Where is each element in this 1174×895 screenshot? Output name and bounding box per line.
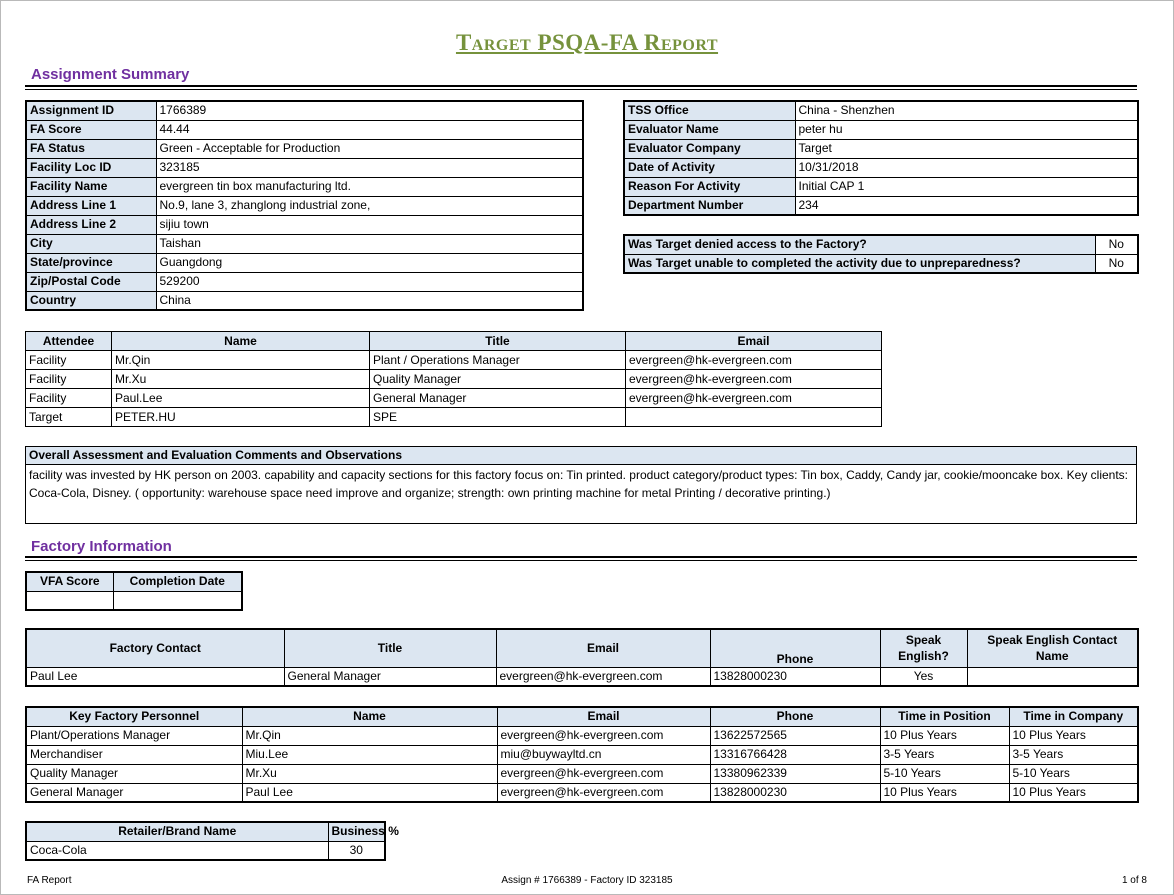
field-label: Country (26, 291, 156, 310)
question-label: Was Target unable to completed the activity due to unpreparedness? (624, 254, 1095, 273)
table-cell: Paul Lee (26, 667, 284, 686)
comments-text: facility was invested by HK person on 2003. capability and capacity sections for this factory focus on: Tin printed. product category/product types: Tin box, Caddy, Candy jar, cookie/mooncake box. Key clients: Coca-Cola, Disney. ( opportunity: warehouse space need improve and organize; strength: own printing machine for metal Printing / decorative printing.) (29, 468, 1129, 500)
field-value: Guangdong (156, 253, 583, 272)
footer-left: FA Report (27, 875, 72, 886)
table-cell: Paul Lee (242, 783, 497, 802)
table-cell: Plant / Operations Manager (370, 351, 626, 370)
table-cell: 5-10 Years (1009, 764, 1138, 783)
summary-row (26, 234, 583, 253)
field-value: 44.44 (156, 120, 583, 139)
field-value: Green - Acceptable for Production (156, 139, 583, 158)
table-cell: Plant/Operations Manager (26, 726, 242, 745)
table-cell: 10 Plus Years (1009, 726, 1138, 745)
summary-row (26, 120, 583, 139)
field-value: 529200 (156, 272, 583, 291)
table-cell: General Manager (26, 783, 242, 802)
comments-heading: Overall Assessment and Evaluation Comments and Observations (26, 447, 1136, 465)
table-cell: 30 (328, 841, 385, 860)
access-question-row (624, 254, 1138, 273)
table-cell: 10 Plus Years (880, 726, 1009, 745)
column-header: Email (496, 629, 710, 667)
column-header: Email (497, 707, 710, 726)
table-cell (113, 591, 242, 610)
table-cell (967, 667, 1138, 686)
table-cell: miu@buywayltd.cn (497, 745, 710, 764)
key-personnel-table (25, 706, 1139, 803)
column-header: Completion Date (113, 572, 242, 591)
column-header: Phone (710, 707, 880, 726)
table-row (26, 351, 882, 370)
table-row (26, 591, 242, 610)
table-cell: 13828000230 (710, 783, 880, 802)
table-cell: Facility (26, 389, 112, 408)
field-value: 10/31/2018 (795, 158, 1138, 177)
summary-row (26, 158, 583, 177)
field-label: Assignment ID (26, 101, 156, 120)
section-rule (25, 560, 1137, 561)
table-cell: evergreen@hk-evergreen.com (496, 667, 710, 686)
header-row (26, 629, 1138, 667)
field-label: State/province (26, 253, 156, 272)
field-value: sijiu town (156, 215, 583, 234)
table-row (26, 841, 385, 860)
table-cell: Merchandiser (26, 745, 242, 764)
field-value: evergreen tin box manufacturing ltd. (156, 177, 583, 196)
factory-information-heading: Factory Information (31, 538, 172, 555)
header-row (26, 707, 1138, 726)
field-label: Date of Activity (624, 158, 795, 177)
field-value: No.9, lane 3, zhanglong industrial zone, (156, 196, 583, 215)
column-header: Time in Company (1009, 707, 1138, 726)
table-cell: Mr.Xu (242, 764, 497, 783)
field-value: China - Shenzhen (795, 101, 1138, 120)
table-row (26, 667, 1138, 686)
column-header: Retailer/Brand Name (26, 822, 328, 841)
summary-row (624, 177, 1138, 196)
field-label: Facility Loc ID (26, 158, 156, 177)
table-row (26, 783, 1138, 802)
table-cell: 3-5 Years (880, 745, 1009, 764)
summary-right-table (623, 100, 1139, 216)
field-label: City (26, 234, 156, 253)
summary-row (26, 139, 583, 158)
vfa-table (25, 571, 243, 611)
summary-row (26, 101, 583, 120)
field-value: 323185 (156, 158, 583, 177)
summary-row (26, 253, 583, 272)
table-cell: evergreen@hk-evergreen.com (626, 370, 882, 389)
column-header: Phone (710, 629, 880, 667)
field-label: Facility Name (26, 177, 156, 196)
attendees-table (25, 331, 882, 427)
column-header: Business % (328, 822, 385, 841)
field-label: TSS Office (624, 101, 795, 120)
table-row (26, 726, 1138, 745)
table-row (26, 745, 1138, 764)
summary-row (26, 215, 583, 234)
table-cell: SPE (370, 408, 626, 427)
column-header: Title (284, 629, 496, 667)
question-label: Was Target denied access to the Factory? (624, 235, 1095, 254)
table-cell: evergreen@hk-evergreen.com (497, 764, 710, 783)
table-cell: Target (26, 408, 112, 427)
header-row (26, 822, 385, 841)
table-cell: Quality Manager (370, 370, 626, 389)
field-label: FA Status (26, 139, 156, 158)
table-cell (26, 591, 113, 610)
table-cell: General Manager (284, 667, 496, 686)
table-cell: Coca-Cola (26, 841, 328, 860)
table-cell: 13316766428 (710, 745, 880, 764)
assignment-summary-heading: Assignment Summary (31, 66, 190, 83)
column-header: Name (242, 707, 497, 726)
field-value: China (156, 291, 583, 310)
field-label: Address Line 1 (26, 196, 156, 215)
field-label: Department Number (624, 196, 795, 215)
field-value: Target (795, 139, 1138, 158)
summary-row (26, 291, 583, 310)
table-cell: Quality Manager (26, 764, 242, 783)
column-header: Speak English Contact Name (967, 629, 1138, 667)
field-value: 234 (795, 196, 1138, 215)
field-value: 1766389 (156, 101, 583, 120)
table-row (26, 370, 882, 389)
table-cell: Mr.Qin (112, 351, 370, 370)
column-header: Speak English? (880, 629, 967, 667)
summary-row (624, 158, 1138, 177)
retailer-table (25, 821, 399, 861)
column-header: Title (370, 332, 626, 351)
column-header: VFA Score (26, 572, 113, 591)
column-header: Factory Contact (26, 629, 284, 667)
section-rule (25, 556, 1137, 558)
field-label: Evaluator Name (624, 120, 795, 139)
factory-contact-table (25, 628, 1139, 687)
table-cell: evergreen@hk-evergreen.com (626, 351, 882, 370)
table-cell: Mr.Qin (242, 726, 497, 745)
header-row (26, 332, 882, 351)
summary-row (624, 120, 1138, 139)
table-cell (626, 408, 882, 427)
table-row (26, 389, 882, 408)
header-row (26, 572, 242, 591)
table-row (26, 764, 1138, 783)
table-cell: Facility (26, 351, 112, 370)
table-row (26, 408, 882, 427)
field-label: Reason For Activity (624, 177, 795, 196)
field-label: FA Score (26, 120, 156, 139)
table-cell: 3-5 Years (1009, 745, 1138, 764)
summary-row (624, 139, 1138, 158)
access-questions-table (623, 234, 1139, 274)
table-cell: PETER.HU (112, 408, 370, 427)
table-cell: Facility (26, 370, 112, 389)
column-header: Time in Position (880, 707, 1009, 726)
question-answer: No (1095, 235, 1138, 254)
table-cell: evergreen@hk-evergreen.com (497, 726, 710, 745)
table-cell: 13828000230 (710, 667, 880, 686)
column-header: Email (626, 332, 882, 351)
field-value: peter hu (795, 120, 1138, 139)
field-label: Address Line 2 (26, 215, 156, 234)
field-label: Zip/Postal Code (26, 272, 156, 291)
access-question-row (624, 235, 1138, 254)
section-rule (25, 89, 1137, 90)
table-cell: evergreen@hk-evergreen.com (497, 783, 710, 802)
column-header: Key Factory Personnel (26, 707, 242, 726)
table-cell: 13380962339 (710, 764, 880, 783)
table-cell: evergreen@hk-evergreen.com (626, 389, 882, 408)
field-label: Evaluator Company (624, 139, 795, 158)
summary-row (624, 196, 1138, 215)
table-cell: Paul.Lee (112, 389, 370, 408)
table-cell: Yes (880, 667, 967, 686)
comments-box (25, 446, 1137, 524)
table-cell: 10 Plus Years (880, 783, 1009, 802)
field-value: Taishan (156, 234, 583, 253)
section-rule (25, 85, 1137, 87)
table-cell: Mr.Xu (112, 370, 370, 389)
field-value: Initial CAP 1 (795, 177, 1138, 196)
summary-left-table (25, 100, 584, 311)
report-title: Target PSQA-FA Report (455, 30, 719, 55)
table-cell: 5-10 Years (880, 764, 1009, 783)
column-header: Attendee (26, 332, 112, 351)
footer-page-number: 1 of 8 (1121, 875, 1147, 886)
table-cell: Miu.Lee (242, 745, 497, 764)
table-cell: General Manager (370, 389, 626, 408)
table-cell: 13622572565 (710, 726, 880, 745)
summary-row (26, 177, 583, 196)
summary-row (26, 196, 583, 215)
summary-row (624, 101, 1138, 120)
question-answer: No (1095, 254, 1138, 273)
column-header: Name (112, 332, 370, 351)
table-cell: 10 Plus Years (1009, 783, 1138, 802)
summary-row (26, 272, 583, 291)
footer-center: Assign # 1766389 - Factory ID 323185 (501, 875, 673, 886)
